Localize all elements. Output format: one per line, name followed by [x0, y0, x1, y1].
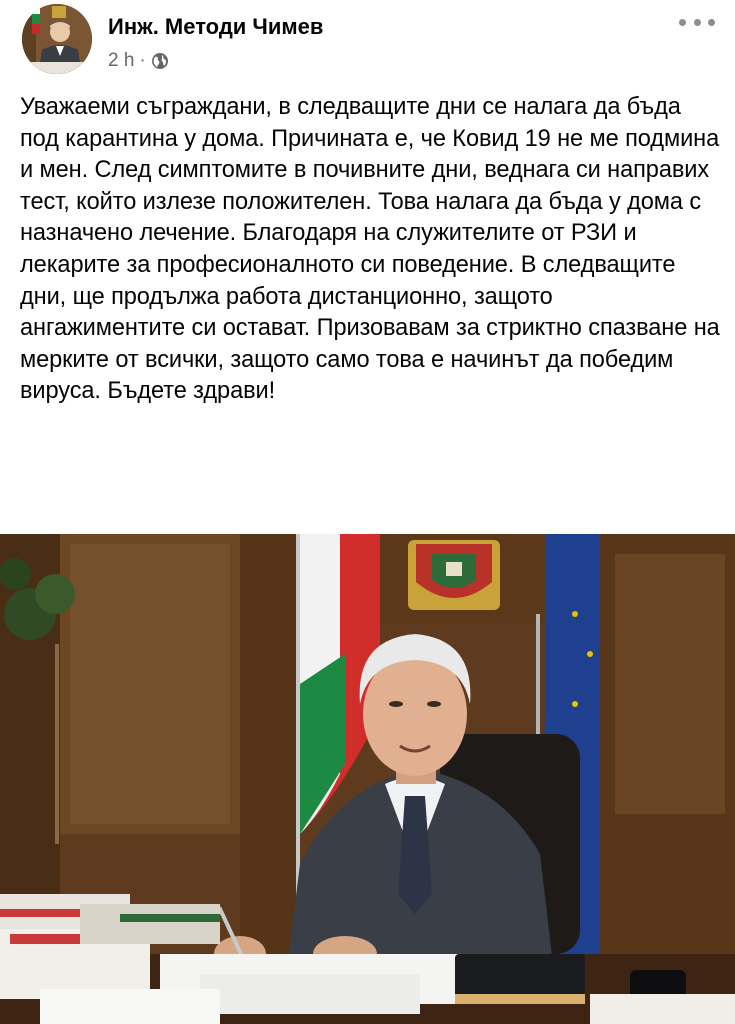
post-photo[interactable] [0, 534, 735, 1024]
avatar-image [22, 4, 92, 74]
more-dot [679, 19, 686, 26]
globe-icon[interactable] [151, 52, 169, 70]
post-time[interactable]: 2 h [108, 50, 135, 71]
meta-separator: · [139, 50, 146, 71]
post-header [0, 0, 735, 84]
avatar[interactable] [22, 4, 92, 74]
post-text: Уважаеми съграждани, в следващите дни се налага да бъда под карантина у дома. Причината е, че Ковид 19 не ме подмина и мен. След симптомите в почивните дни, веднага си направих тест, който излезе положителен. Това налага да бъда у дома с назначено лечение. Благодаря на служителите от РЗИ и лекарите за професионалното си поведение. В следващите дни, ще продължа работа дистанционно, защото ангажиментите си остават. Призовавам за стриктно спазване на мерките от всички, защото само това е начинът да победим вируса. Бъдете здрави! [20, 94, 720, 405]
post-meta [108, 50, 169, 72]
author-name[interactable]: Инж. Методи Чимев [108, 14, 324, 39]
more-options-icon[interactable] [679, 10, 715, 34]
more-dot [708, 19, 715, 26]
more-dot [694, 19, 701, 26]
